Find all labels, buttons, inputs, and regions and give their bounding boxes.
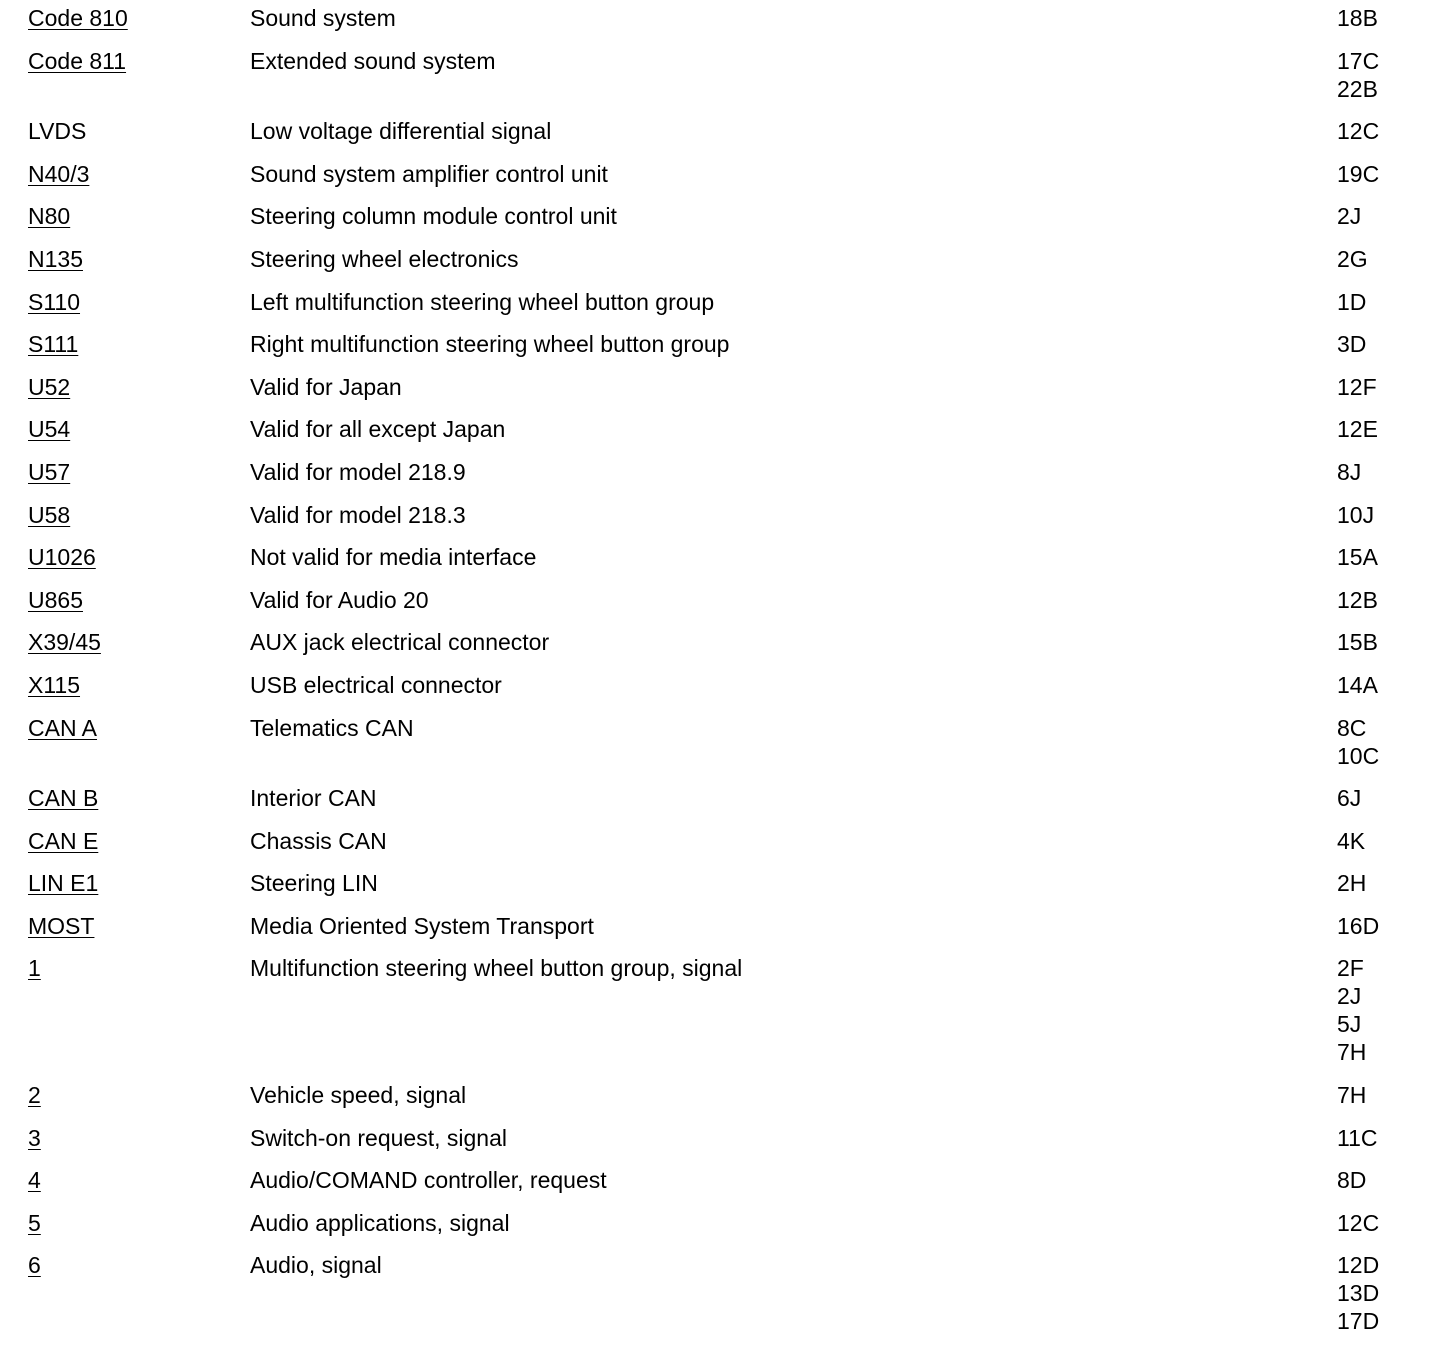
grid-reference: 4K	[1337, 827, 1366, 854]
legend-description: Steering LIN	[250, 870, 378, 897]
legend-description: Valid for Japan	[250, 373, 402, 400]
legend-grid-refs	[1337, 202, 1428, 230]
legend-row	[28, 586, 1428, 629]
legend-grid-refs	[1337, 954, 1428, 1066]
grid-reference: 13D	[1337, 1280, 1380, 1307]
grid-reference: 8C	[1337, 714, 1367, 741]
legend-row	[28, 1166, 1428, 1209]
legend-description: Audio/COMAND controller, request	[250, 1167, 607, 1194]
grid-reference: 22B	[1337, 75, 1378, 102]
legend-grid-refs	[1337, 543, 1428, 571]
legend-description: Vehicle speed, signal	[250, 1082, 467, 1109]
grid-reference: 16D	[1337, 912, 1380, 939]
legend-description: Audio applications, signal	[250, 1209, 510, 1236]
legend-grid-refs	[1337, 501, 1428, 529]
legend-description: Low voltage differential signal	[250, 118, 552, 145]
legend-grid-refs	[1337, 373, 1428, 401]
legend-row	[28, 330, 1428, 373]
legend-row	[28, 827, 1428, 870]
legend-description: Right multifunction steering wheel button group	[250, 331, 730, 358]
grid-reference: 3D	[1337, 331, 1367, 358]
legend-grid-refs	[1337, 1166, 1428, 1194]
legend-code-link[interactable]: 6	[28, 1252, 41, 1279]
legend-code-link[interactable]: U54	[28, 416, 71, 443]
legend-description: Multifunction steering wheel button group, signal	[250, 955, 743, 982]
legend-row	[28, 117, 1428, 160]
legend-code-link[interactable]: U58	[28, 501, 71, 528]
grid-reference: 15A	[1337, 544, 1378, 571]
legend-description: Extended sound system	[250, 47, 496, 74]
legend-row	[28, 869, 1428, 912]
legend-description: Steering column module control unit	[250, 203, 617, 230]
legend-code-link[interactable]: N80	[28, 203, 71, 230]
legend-description: Sound system amplifier control unit	[250, 160, 608, 187]
grid-reference: 12C	[1337, 1209, 1380, 1236]
legend-grid-refs	[1337, 245, 1428, 273]
legend-grid-refs	[1337, 47, 1428, 103]
legend-grid-refs	[1337, 827, 1428, 855]
grid-reference: 2F	[1337, 955, 1364, 982]
grid-reference: 6J	[1337, 785, 1362, 812]
grid-reference: 12E	[1337, 416, 1378, 443]
legend-description: Valid for model 218.3	[250, 501, 466, 528]
legend-description: Audio, signal	[250, 1252, 382, 1279]
legend-grid-refs	[1337, 117, 1428, 145]
legend-description: Media Oriented System Transport	[250, 912, 594, 939]
grid-reference: 7H	[1337, 1082, 1367, 1109]
legend-code-link[interactable]: 5	[28, 1209, 41, 1236]
legend-code: LVDS	[28, 118, 87, 145]
grid-reference: 2G	[1337, 245, 1368, 272]
grid-reference: 12D	[1337, 1252, 1380, 1279]
grid-reference: 2H	[1337, 870, 1367, 897]
grid-reference: 12C	[1337, 118, 1380, 145]
legend-code-link[interactable]: CAN A	[28, 714, 98, 741]
grid-reference: 7H	[1337, 1039, 1367, 1066]
legend-description: Steering wheel electronics	[250, 245, 519, 272]
legend-row	[28, 458, 1428, 501]
grid-reference: 2J	[1337, 983, 1362, 1010]
legend-code-link[interactable]: 1	[28, 955, 41, 982]
legend-description: Interior CAN	[250, 785, 377, 812]
grid-reference: 8D	[1337, 1167, 1367, 1194]
legend-description: Chassis CAN	[250, 827, 387, 854]
legend-grid-refs	[1337, 458, 1428, 486]
legend-grid-refs	[1337, 4, 1428, 32]
grid-reference: 14A	[1337, 671, 1378, 698]
grid-reference: 10J	[1337, 501, 1375, 528]
legend-grid-refs	[1337, 1081, 1428, 1109]
grid-reference: 15B	[1337, 629, 1378, 656]
legend-row	[28, 714, 1428, 785]
legend-code-link[interactable]: 2	[28, 1082, 41, 1109]
legend-table	[28, 4, 1428, 1350]
legend-grid-refs	[1337, 288, 1428, 316]
legend-code-link[interactable]: Code 810	[28, 5, 128, 31]
legend-grid-refs	[1337, 912, 1428, 940]
grid-reference: 11C	[1337, 1124, 1378, 1151]
grid-reference: 18B	[1337, 5, 1378, 31]
legend-row	[28, 202, 1428, 245]
legend-row	[28, 501, 1428, 544]
legend-row	[28, 628, 1428, 671]
legend-description: Sound system	[250, 5, 396, 31]
grid-reference: 12B	[1337, 586, 1378, 613]
legend-row	[28, 373, 1428, 416]
legend-description: Valid for Audio 20	[250, 586, 429, 613]
legend-row	[28, 954, 1428, 1081]
legend-code-link[interactable]: Code 811	[28, 47, 127, 74]
legend-row	[28, 4, 1428, 47]
legend-code-link[interactable]: N135	[28, 245, 83, 272]
legend-code-link[interactable]: 3	[28, 1124, 41, 1151]
legend-code-link[interactable]: CAN B	[28, 785, 99, 812]
legend-code-link[interactable]: CAN E	[28, 827, 99, 854]
legend-grid-refs	[1337, 1209, 1428, 1237]
legend-grid-refs	[1337, 330, 1428, 358]
legend-grid-refs	[1337, 869, 1428, 897]
legend-grid-refs	[1337, 1124, 1428, 1152]
legend-row	[28, 1209, 1428, 1252]
legend-description: Not valid for media interface	[250, 544, 537, 571]
grid-reference: 19C	[1337, 160, 1380, 187]
legend-code-link[interactable]: MOST	[28, 912, 95, 939]
grid-reference: 12F	[1337, 373, 1377, 400]
legend-description: Valid for all except Japan	[250, 416, 506, 443]
legend-row	[28, 784, 1428, 827]
legend-grid-refs	[1337, 586, 1428, 614]
legend-row	[28, 543, 1428, 586]
grid-reference: 17C	[1337, 47, 1380, 74]
legend-code-link[interactable]: U1026	[28, 544, 96, 571]
legend-grid-refs	[1337, 671, 1428, 699]
legend-code-link[interactable]: LIN E1	[28, 870, 99, 897]
grid-reference: 8J	[1337, 458, 1362, 485]
legend-row	[28, 912, 1428, 955]
legend-row	[28, 1081, 1428, 1124]
legend-row	[28, 160, 1428, 203]
legend-code-link[interactable]: X39/45	[28, 629, 101, 656]
grid-reference: 1D	[1337, 288, 1367, 315]
legend-description: Valid for model 218.9	[250, 458, 466, 485]
legend-description: USB electrical connector	[250, 671, 502, 698]
legend-description: AUX jack electrical connector	[250, 629, 550, 656]
legend-code-link[interactable]: S111	[28, 331, 79, 358]
legend-grid-refs	[1337, 628, 1428, 656]
legend-grid-refs	[1337, 1251, 1428, 1335]
legend-row	[28, 671, 1428, 714]
legend-row	[28, 1251, 1428, 1350]
legend-code-link[interactable]: S110	[28, 288, 81, 315]
legend-row	[28, 415, 1428, 458]
legend-row	[28, 47, 1428, 118]
legend-grid-refs	[1337, 415, 1428, 443]
legend-code-link[interactable]: 4	[28, 1167, 41, 1194]
legend-code-link[interactable]: U52	[28, 373, 71, 400]
legend-grid-refs	[1337, 784, 1428, 812]
legend-grid-refs	[1337, 160, 1428, 188]
grid-reference: 17D	[1337, 1308, 1380, 1335]
legend-grid-refs	[1337, 714, 1428, 770]
legend-row	[28, 1124, 1428, 1167]
legend-code-link[interactable]: X115	[28, 671, 81, 698]
grid-reference: 2J	[1337, 203, 1362, 230]
legend-code-link[interactable]: U865	[28, 586, 83, 613]
legend-row	[28, 288, 1428, 331]
grid-reference: 10C	[1337, 742, 1380, 769]
legend-description: Switch-on request, signal	[250, 1124, 507, 1151]
legend-code-link[interactable]: N40/3	[28, 160, 90, 187]
grid-reference: 5J	[1337, 1011, 1362, 1038]
legend-description: Telematics CAN	[250, 714, 414, 741]
legend-code-link[interactable]: U57	[28, 458, 71, 485]
legend-row	[28, 245, 1428, 288]
legend-description: Left multifunction steering wheel button group	[250, 288, 715, 315]
